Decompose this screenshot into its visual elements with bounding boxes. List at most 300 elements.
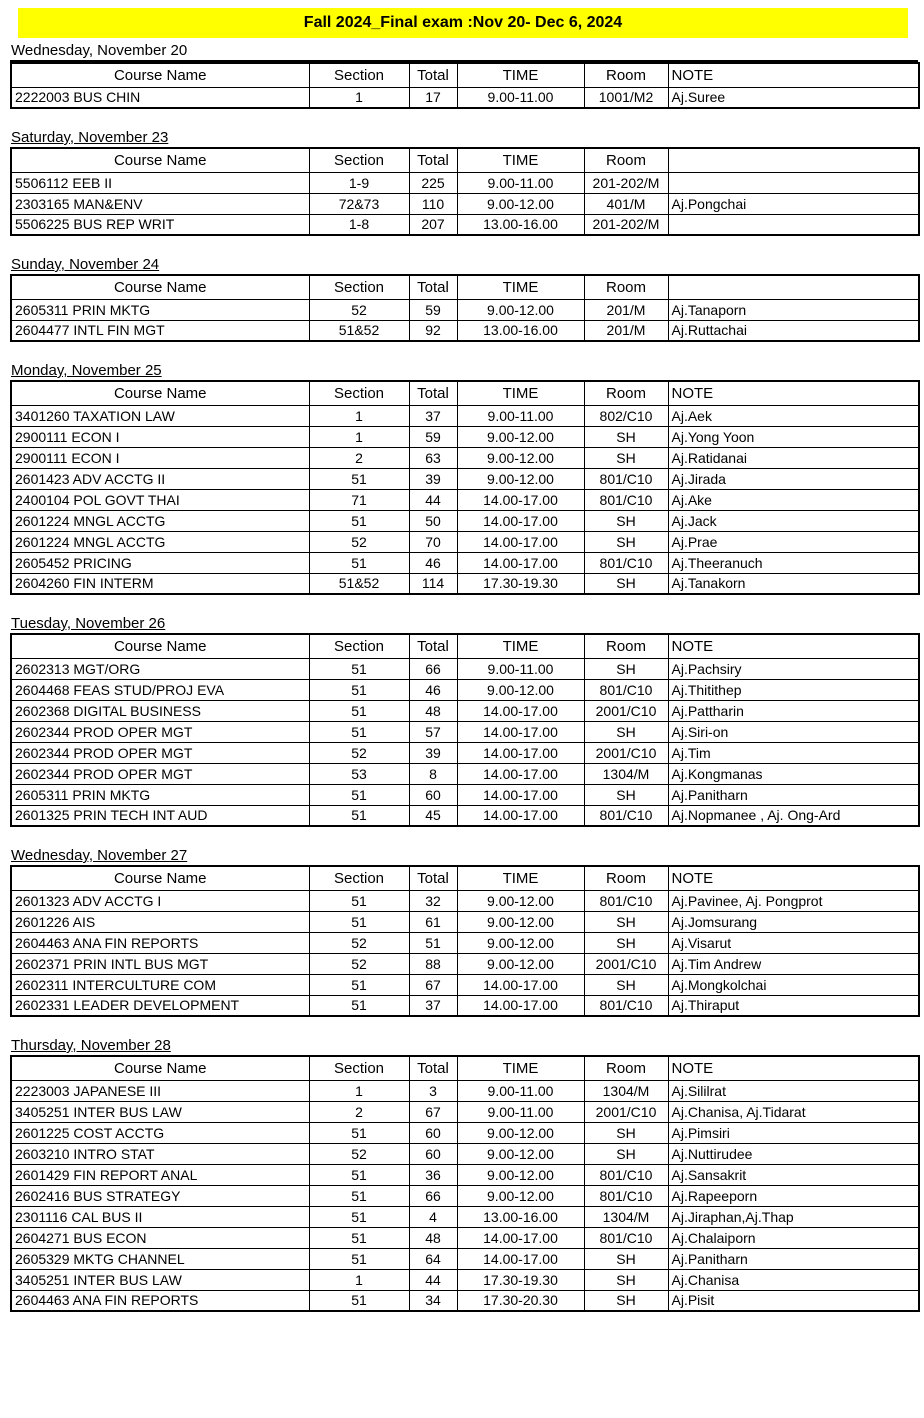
table-row (11, 552, 919, 573)
cell-total: 61 (409, 911, 457, 932)
cell-section: 1 (309, 1080, 409, 1101)
cell-course-name: 2602311 INTERCULTURE COM (11, 974, 309, 995)
table-row (11, 974, 919, 995)
cell-note: Aj.Jiraphan,Aj.Thap (668, 1206, 919, 1227)
cell-note: Aj.Visarut (668, 932, 919, 953)
col-header-note: NOTE (668, 866, 919, 890)
cell-section: 1 (309, 405, 409, 426)
cell-room: 801/C10 (584, 489, 668, 510)
cell-room: 2001/C10 (584, 1101, 668, 1122)
cell-time: 14.00-17.00 (457, 974, 584, 995)
cell-note: Aj.Sansakrit (668, 1164, 919, 1185)
col-header-note: NOTE (668, 634, 919, 658)
cell-course-name: 2602416 BUS STRATEGY (11, 1185, 309, 1206)
cell-section: 51 (309, 890, 409, 911)
cell-room: 2001/C10 (584, 700, 668, 721)
cell-total: 57 (409, 721, 457, 742)
cell-section: 51 (309, 911, 409, 932)
cell-room: 801/C10 (584, 890, 668, 911)
cell-course-name: 2604468 FEAS STUD/PROJ EVA (11, 679, 309, 700)
cell-total: 60 (409, 784, 457, 805)
cell-course-name: 2900111 ECON I (11, 426, 309, 447)
cell-note: Aj.Siri-on (668, 721, 919, 742)
cell-course-name: 2605329 MKTG CHANNEL (11, 1248, 309, 1269)
cell-section: 53 (309, 763, 409, 784)
cell-room: 801/C10 (584, 1164, 668, 1185)
cell-time: 17.30-19.30 (457, 573, 584, 594)
cell-section: 51 (309, 1248, 409, 1269)
cell-note (668, 214, 919, 235)
cell-section: 51 (309, 468, 409, 489)
col-header-course-name: Course Name (11, 1056, 309, 1080)
cell-total: 64 (409, 1248, 457, 1269)
table-row (11, 1290, 919, 1311)
col-header-section: Section (309, 275, 409, 299)
cell-total: 44 (409, 1269, 457, 1290)
cell-section: 1 (309, 426, 409, 447)
cell-time: 17.30-20.30 (457, 1290, 584, 1311)
col-header-time: TIME (457, 63, 584, 87)
cell-course-name: 3401260 TAXATION LAW (11, 405, 309, 426)
cell-total: 50 (409, 510, 457, 531)
cell-note: Aj.Pisit (668, 1290, 919, 1311)
col-header-time: TIME (457, 634, 584, 658)
cell-total: 48 (409, 1227, 457, 1248)
cell-note: Aj.Rapeeporn (668, 1185, 919, 1206)
cell-section: 52 (309, 1143, 409, 1164)
table-row (11, 679, 919, 700)
cell-course-name: 2602313 MGT/ORG (11, 658, 309, 679)
cell-section: 51 (309, 658, 409, 679)
cell-section: 51 (309, 1164, 409, 1185)
cell-note: Aj.Theeranuch (668, 552, 919, 573)
cell-time: 9.00-11.00 (457, 1080, 584, 1101)
cell-note: Aj.Nuttirudee (668, 1143, 919, 1164)
col-header-total: Total (409, 63, 457, 87)
cell-time: 14.00-17.00 (457, 721, 584, 742)
cell-room: SH (584, 1248, 668, 1269)
cell-room: SH (584, 573, 668, 594)
cell-note: Aj.Thitithep (668, 679, 919, 700)
cell-course-name: 5506112 EEB II (11, 172, 309, 193)
cell-section: 52 (309, 531, 409, 552)
cell-course-name: 2223003 JAPANESE III (11, 1080, 309, 1101)
cell-section: 52 (309, 299, 409, 320)
cell-room: 801/C10 (584, 1185, 668, 1206)
table-row (11, 426, 919, 447)
exam-table (10, 274, 920, 342)
cell-course-name: 2603210 INTRO STAT (11, 1143, 309, 1164)
col-header-note (668, 148, 919, 172)
cell-time: 9.00-11.00 (457, 87, 584, 108)
col-header-room: Room (584, 381, 668, 405)
cell-course-name: 2601224 MNGL ACCTG (11, 531, 309, 552)
cell-course-name: 2605311 PRIN MKTG (11, 299, 309, 320)
cell-course-name: 2602344 PROD OPER MGT (11, 763, 309, 784)
cell-total: 59 (409, 426, 457, 447)
table-row (11, 995, 919, 1016)
cell-note: Aj.Panitharn (668, 1248, 919, 1269)
cell-time: 14.00-17.00 (457, 1248, 584, 1269)
cell-section: 51 (309, 679, 409, 700)
cell-time: 9.00-11.00 (457, 405, 584, 426)
day-date-heading: Wednesday, November 27 (11, 847, 188, 864)
cell-room: 401/M (584, 193, 668, 214)
cell-room: 801/C10 (584, 679, 668, 700)
cell-course-name: 2601429 FIN REPORT ANAL (11, 1164, 309, 1185)
cell-time: 9.00-12.00 (457, 1122, 584, 1143)
cell-room: 2001/C10 (584, 953, 668, 974)
col-header-room: Room (584, 866, 668, 890)
cell-time: 9.00-12.00 (457, 890, 584, 911)
col-header-section: Section (309, 634, 409, 658)
cell-section: 51&52 (309, 573, 409, 594)
cell-total: 32 (409, 890, 457, 911)
cell-section: 51 (309, 1290, 409, 1311)
col-header-course-name: Course Name (11, 866, 309, 890)
cell-section: 1 (309, 1269, 409, 1290)
cell-time: 9.00-12.00 (457, 932, 584, 953)
cell-room: SH (584, 426, 668, 447)
cell-time: 14.00-17.00 (457, 742, 584, 763)
cell-room: SH (584, 510, 668, 531)
cell-course-name: 2601226 AIS (11, 911, 309, 932)
cell-time: 9.00-12.00 (457, 299, 584, 320)
cell-note: Aj.Tanakorn (668, 573, 919, 594)
cell-room: 801/C10 (584, 468, 668, 489)
exam-table (10, 633, 920, 827)
cell-total: 207 (409, 214, 457, 235)
cell-room: SH (584, 531, 668, 552)
cell-course-name: 2602331 LEADER DEVELOPMENT (11, 995, 309, 1016)
cell-note: Aj.Sililrat (668, 1080, 919, 1101)
cell-note: Aj.Ake (668, 489, 919, 510)
table-row (11, 784, 919, 805)
day-section (10, 41, 918, 109)
cell-total: 66 (409, 1185, 457, 1206)
table-row (11, 742, 919, 763)
cell-total: 110 (409, 193, 457, 214)
col-header-time: TIME (457, 866, 584, 890)
cell-course-name: 2605452 PRICING (11, 552, 309, 573)
cell-course-name: 2301116 CAL BUS II (11, 1206, 309, 1227)
table-row (11, 658, 919, 679)
cell-course-name: 2602344 PROD OPER MGT (11, 742, 309, 763)
cell-note: Aj.Kongmanas (668, 763, 919, 784)
col-header-course-name: Course Name (11, 148, 309, 172)
cell-time: 9.00-12.00 (457, 447, 584, 468)
day-section (10, 1036, 918, 1312)
cell-room: 1304/M (584, 763, 668, 784)
cell-time: 9.00-11.00 (457, 658, 584, 679)
cell-total: 48 (409, 700, 457, 721)
cell-course-name: 2604260 FIN INTERM (11, 573, 309, 594)
col-header-course-name: Course Name (11, 275, 309, 299)
cell-room: 201-202/M (584, 214, 668, 235)
table-row (11, 700, 919, 721)
cell-total: 88 (409, 953, 457, 974)
col-header-course-name: Course Name (11, 381, 309, 405)
cell-note: Aj.Pavinee, Aj. Pongprot (668, 890, 919, 911)
table-header-row (11, 866, 919, 890)
col-header-section: Section (309, 866, 409, 890)
col-header-total: Total (409, 866, 457, 890)
table-row (11, 1185, 919, 1206)
cell-course-name: 2605311 PRIN MKTG (11, 784, 309, 805)
days-container (10, 41, 918, 1312)
cell-note: Aj.Ratidanai (668, 447, 919, 468)
cell-note: Aj.Chanisa (668, 1269, 919, 1290)
cell-room: 201/M (584, 320, 668, 341)
cell-room: 802/C10 (584, 405, 668, 426)
cell-note: Aj.Jack (668, 510, 919, 531)
cell-time: 9.00-11.00 (457, 1101, 584, 1122)
day-section (10, 361, 918, 595)
cell-time: 14.00-17.00 (457, 489, 584, 510)
table-row (11, 911, 919, 932)
cell-section: 51 (309, 552, 409, 573)
col-header-section: Section (309, 1056, 409, 1080)
day-section (10, 128, 918, 236)
cell-time: 14.00-17.00 (457, 531, 584, 552)
cell-time: 9.00-12.00 (457, 911, 584, 932)
cell-room: SH (584, 658, 668, 679)
cell-course-name: 2601423 ADV ACCTG II (11, 468, 309, 489)
table-row (11, 489, 919, 510)
cell-note: Aj.Chanisa, Aj.Tidarat (668, 1101, 919, 1122)
cell-course-name: 2601224 MNGL ACCTG (11, 510, 309, 531)
cell-room: 801/C10 (584, 805, 668, 826)
day-date-heading: Sunday, November 24 (11, 256, 160, 273)
day-section (10, 255, 918, 342)
cell-time: 14.00-17.00 (457, 510, 584, 531)
cell-time: 9.00-12.00 (457, 193, 584, 214)
cell-course-name: 2900111 ECON I (11, 447, 309, 468)
table-row (11, 405, 919, 426)
cell-time: 14.00-17.00 (457, 763, 584, 784)
cell-total: 17 (409, 87, 457, 108)
col-header-time: TIME (457, 1056, 584, 1080)
col-header-section: Section (309, 148, 409, 172)
table-row (11, 953, 919, 974)
table-row (11, 1080, 919, 1101)
table-header-row (11, 634, 919, 658)
cell-time: 13.00-16.00 (457, 214, 584, 235)
cell-course-name: 5506225 BUS REP WRIT (11, 214, 309, 235)
cell-total: 36 (409, 1164, 457, 1185)
cell-total: 3 (409, 1080, 457, 1101)
cell-total: 37 (409, 995, 457, 1016)
cell-course-name: 2601325 PRIN TECH INT AUD (11, 805, 309, 826)
cell-note: Aj.Chalaiporn (668, 1227, 919, 1248)
cell-course-name: 2602371 PRIN INTL BUS MGT (11, 953, 309, 974)
table-header-row (11, 381, 919, 405)
col-header-total: Total (409, 148, 457, 172)
table-header-row (11, 275, 919, 299)
cell-note: Aj.Pimsiri (668, 1122, 919, 1143)
day-section (10, 614, 918, 827)
cell-time: 9.00-12.00 (457, 1185, 584, 1206)
col-header-total: Total (409, 634, 457, 658)
table-row (11, 1122, 919, 1143)
table-row (11, 299, 919, 320)
cell-section: 51 (309, 1206, 409, 1227)
cell-total: 70 (409, 531, 457, 552)
cell-total: 37 (409, 405, 457, 426)
table-row (11, 1227, 919, 1248)
cell-total: 60 (409, 1122, 457, 1143)
cell-room: 1304/M (584, 1206, 668, 1227)
col-header-total: Total (409, 275, 457, 299)
cell-total: 8 (409, 763, 457, 784)
cell-note: Aj.Prae (668, 531, 919, 552)
cell-note: Aj.Thiraput (668, 995, 919, 1016)
cell-room: SH (584, 447, 668, 468)
cell-room: 801/C10 (584, 995, 668, 1016)
cell-room: 1001/M2 (584, 87, 668, 108)
cell-section: 1 (309, 87, 409, 108)
table-row (11, 172, 919, 193)
cell-section: 51 (309, 784, 409, 805)
cell-note (668, 172, 919, 193)
cell-note: Aj.Jirada (668, 468, 919, 489)
cell-course-name: 3405251 INTER BUS LAW (11, 1269, 309, 1290)
table-row (11, 193, 919, 214)
col-header-course-name: Course Name (11, 63, 309, 87)
cell-note: Aj.Yong Yoon (668, 426, 919, 447)
cell-course-name: 2303165 MAN&ENV (11, 193, 309, 214)
day-date-heading: Monday, November 25 (11, 362, 162, 379)
cell-section: 52 (309, 742, 409, 763)
cell-section: 51 (309, 700, 409, 721)
day-date-heading: Wednesday, November 20 (10, 41, 918, 62)
table-row (11, 87, 919, 108)
cell-course-name: 2602368 DIGITAL BUSINESS (11, 700, 309, 721)
cell-total: 67 (409, 974, 457, 995)
cell-time: 14.00-17.00 (457, 784, 584, 805)
cell-room: SH (584, 911, 668, 932)
col-header-room: Room (584, 275, 668, 299)
col-header-time: TIME (457, 381, 584, 405)
table-row (11, 531, 919, 552)
table-row (11, 447, 919, 468)
cell-course-name: 2601225 COST ACCTG (11, 1122, 309, 1143)
cell-room: SH (584, 1290, 668, 1311)
table-row (11, 805, 919, 826)
col-header-section: Section (309, 381, 409, 405)
cell-section: 2 (309, 447, 409, 468)
col-header-note: NOTE (668, 381, 919, 405)
cell-note: Aj.Aek (668, 405, 919, 426)
cell-time: 14.00-17.00 (457, 805, 584, 826)
cell-time: 9.00-12.00 (457, 1164, 584, 1185)
cell-section: 51 (309, 510, 409, 531)
cell-total: 114 (409, 573, 457, 594)
cell-total: 66 (409, 658, 457, 679)
col-header-total: Total (409, 1056, 457, 1080)
cell-course-name: 2602344 PROD OPER MGT (11, 721, 309, 742)
cell-course-name: 2604477 INTL FIN MGT (11, 320, 309, 341)
cell-section: 52 (309, 932, 409, 953)
cell-course-name: 2601323 ADV ACCTG I (11, 890, 309, 911)
cell-total: 63 (409, 447, 457, 468)
cell-time: 9.00-12.00 (457, 679, 584, 700)
cell-course-name: 2604463 ANA FIN REPORTS (11, 1290, 309, 1311)
col-header-room: Room (584, 1056, 668, 1080)
table-row (11, 573, 919, 594)
cell-note: Aj.Pachsiry (668, 658, 919, 679)
col-header-note (668, 275, 919, 299)
cell-total: 51 (409, 932, 457, 953)
cell-total: 59 (409, 299, 457, 320)
page-title: Fall 2024_Final exam :Nov 20- Dec 6, 2024 (18, 8, 908, 38)
table-row (11, 890, 919, 911)
exam-table (10, 62, 920, 109)
cell-time: 14.00-17.00 (457, 995, 584, 1016)
cell-total: 46 (409, 679, 457, 700)
cell-section: 51 (309, 805, 409, 826)
cell-total: 4 (409, 1206, 457, 1227)
cell-room: 2001/C10 (584, 742, 668, 763)
cell-course-name: 2604271 BUS ECON (11, 1227, 309, 1248)
cell-time: 17.30-19.30 (457, 1269, 584, 1290)
cell-section: 72&73 (309, 193, 409, 214)
cell-section: 1-9 (309, 172, 409, 193)
col-header-total: Total (409, 381, 457, 405)
table-row (11, 1269, 919, 1290)
cell-total: 46 (409, 552, 457, 573)
table-row (11, 932, 919, 953)
cell-total: 67 (409, 1101, 457, 1122)
cell-room: SH (584, 784, 668, 805)
cell-time: 14.00-17.00 (457, 1227, 584, 1248)
col-header-note: NOTE (668, 63, 919, 87)
cell-room: SH (584, 1269, 668, 1290)
table-row (11, 721, 919, 742)
table-row (11, 468, 919, 489)
cell-section: 2 (309, 1101, 409, 1122)
cell-note: Aj.Pongchai (668, 193, 919, 214)
cell-note: Aj.Jomsurang (668, 911, 919, 932)
cell-note: Aj.Panitharn (668, 784, 919, 805)
cell-time: 14.00-17.00 (457, 552, 584, 573)
cell-time: 9.00-12.00 (457, 468, 584, 489)
table-row (11, 1248, 919, 1269)
cell-section: 51 (309, 974, 409, 995)
cell-room: 1304/M (584, 1080, 668, 1101)
cell-note: Aj.Nopmanee , Aj. Ong-Ard (668, 805, 919, 826)
cell-room: 801/C10 (584, 552, 668, 573)
exam-table (10, 1055, 920, 1312)
cell-room: 201-202/M (584, 172, 668, 193)
cell-room: 201/M (584, 299, 668, 320)
cell-note: Aj.Tanaporn (668, 299, 919, 320)
col-header-section: Section (309, 63, 409, 87)
cell-section: 52 (309, 953, 409, 974)
cell-section: 1-8 (309, 214, 409, 235)
exam-table (10, 147, 920, 236)
table-row (11, 1143, 919, 1164)
cell-section: 51 (309, 1227, 409, 1248)
cell-note: Aj.Mongkolchai (668, 974, 919, 995)
cell-time: 14.00-17.00 (457, 700, 584, 721)
table-row (11, 1164, 919, 1185)
cell-room: SH (584, 974, 668, 995)
cell-course-name: 2604463 ANA FIN REPORTS (11, 932, 309, 953)
table-row (11, 214, 919, 235)
cell-time: 13.00-16.00 (457, 320, 584, 341)
cell-note: Aj.Tim Andrew (668, 953, 919, 974)
